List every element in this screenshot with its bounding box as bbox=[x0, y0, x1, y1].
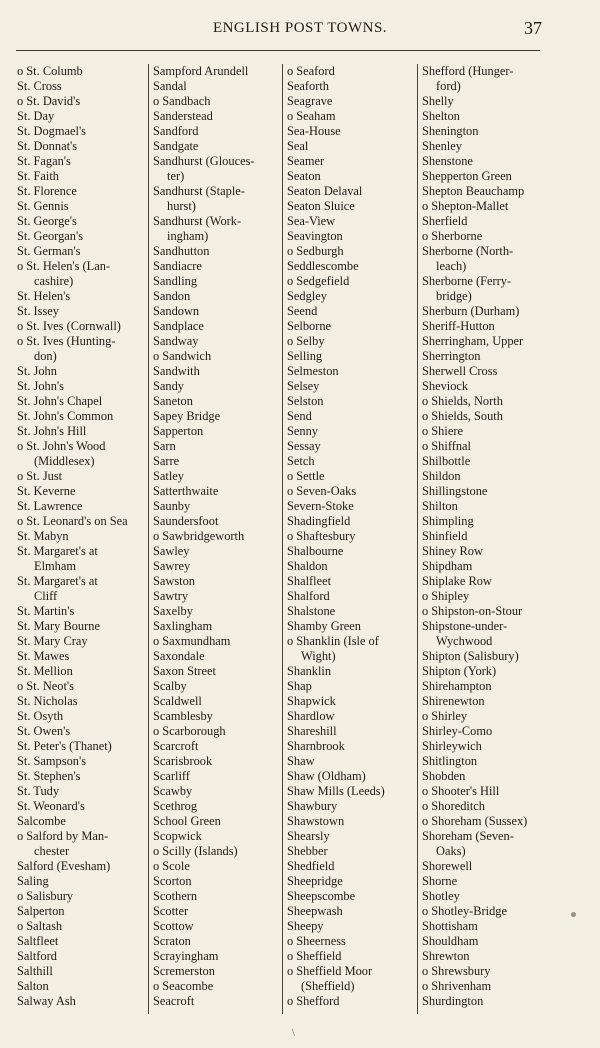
town-entry: o Sandwich bbox=[153, 349, 212, 363]
town-entry: Saltford bbox=[17, 949, 57, 963]
town-entry: o Shaftesbury bbox=[287, 529, 356, 543]
town-entry: Shawbury bbox=[287, 799, 338, 813]
town-entry: Sheepscombe bbox=[287, 889, 356, 903]
town-entry: Shap bbox=[287, 679, 312, 693]
entry-continuation: don) bbox=[34, 349, 57, 363]
town-entry: Sandwith bbox=[153, 364, 200, 378]
town-entry: Salton bbox=[17, 979, 49, 993]
town-entry: Shefford (Hunger- bbox=[422, 64, 514, 78]
town-entry: Saunby bbox=[153, 499, 191, 513]
town-entry: o St. Helen's (Lan- bbox=[17, 259, 111, 273]
town-entry: Shalford bbox=[287, 589, 330, 603]
town-entry: o Shiere bbox=[422, 424, 463, 438]
town-entry: Satterthwaite bbox=[153, 484, 219, 498]
town-entry: Sherburn (Durham) bbox=[422, 304, 520, 318]
entry-continuation: ingham) bbox=[167, 229, 209, 243]
town-entry: Sherborne (North- bbox=[422, 244, 514, 258]
town-entry: St. Tudy bbox=[17, 784, 60, 798]
town-entry: Scalby bbox=[153, 679, 187, 693]
town-entry: o Saxmundham bbox=[153, 634, 231, 648]
town-entry: o Shoreditch bbox=[422, 799, 485, 813]
town-entry: o Shiffnal bbox=[422, 439, 471, 453]
town-entry: Sawley bbox=[153, 544, 190, 558]
town-entry: Shenstone bbox=[422, 154, 473, 168]
town-entry: Shrewton bbox=[422, 949, 470, 963]
town-entry: Sarn bbox=[153, 439, 176, 453]
town-entry: o Seaham bbox=[287, 109, 336, 123]
town-entry: St. Margaret's at bbox=[17, 544, 98, 558]
town-entry: St. Mawes bbox=[17, 649, 70, 663]
town-entry: Seaforth bbox=[287, 79, 329, 93]
town-entry: Shepton Beauchamp bbox=[422, 184, 525, 198]
town-entry: o St. Neot's bbox=[17, 679, 74, 693]
town-entry: Send bbox=[287, 409, 312, 423]
town-entry: Sarre bbox=[153, 454, 180, 468]
town-entry: St. Cross bbox=[17, 79, 62, 93]
town-entry: Shirehampton bbox=[422, 679, 492, 693]
town-entry: Shadingfield bbox=[287, 514, 351, 528]
town-entry: Shaw (Oldham) bbox=[287, 769, 366, 783]
town-entry: St. Owen's bbox=[17, 724, 71, 738]
town-entry: St. Mary Cray bbox=[17, 634, 88, 648]
town-entry: Seend bbox=[287, 304, 318, 318]
town-entry: Selston bbox=[287, 394, 324, 408]
entry-continuation: Cliff bbox=[34, 589, 58, 603]
town-entry: o Sheffield bbox=[287, 949, 342, 963]
town-entry: o St. John's Wood bbox=[17, 439, 106, 453]
town-entry: St. Helen's bbox=[17, 289, 71, 303]
town-entry: Sandhurst (Staple- bbox=[153, 184, 245, 198]
town-entry: Saundersfoot bbox=[153, 514, 219, 528]
town-entry: Sawston bbox=[153, 574, 195, 588]
town-entry: St. John's Chapel bbox=[17, 394, 103, 408]
town-entry: o Shanklin (Isle of bbox=[287, 634, 379, 648]
town-entry: Sampford Arundell bbox=[153, 64, 249, 78]
town-entry: School Green bbox=[153, 814, 221, 828]
entry-continuation: leach) bbox=[436, 259, 467, 273]
town-entry: Salperton bbox=[17, 904, 65, 918]
town-entry: o Salford by Man- bbox=[17, 829, 109, 843]
town-entry: Salthill bbox=[17, 964, 53, 978]
town-entry: Scraton bbox=[153, 934, 191, 948]
entry-continuation: Elmham bbox=[34, 559, 76, 573]
town-entry: Sandown bbox=[153, 304, 200, 318]
town-entry: Scethrog bbox=[153, 799, 198, 813]
town-entry: Sherfield bbox=[422, 214, 468, 228]
town-entry: Shotley bbox=[422, 889, 460, 903]
entry-continuation: bridge) bbox=[436, 289, 472, 303]
town-entry: St. Osyth bbox=[17, 709, 64, 723]
town-entry: Sedgley bbox=[287, 289, 327, 303]
town-entry: Severn-Stoke bbox=[287, 499, 354, 513]
town-entry: Scorton bbox=[153, 874, 192, 888]
town-entry: o Shirley bbox=[422, 709, 468, 723]
town-entry: Sheepy bbox=[287, 919, 324, 933]
town-entry: Sawtry bbox=[153, 589, 189, 603]
town-entry: Shearsly bbox=[287, 829, 330, 843]
entry-continuation: ford) bbox=[436, 79, 461, 93]
entry-continuation: (Middlesex) bbox=[34, 454, 95, 468]
town-entry: Seavington bbox=[287, 229, 343, 243]
town-entry: Shaw bbox=[287, 754, 315, 768]
town-entry: Sandgate bbox=[153, 139, 199, 153]
town-entry: Scamblesby bbox=[153, 709, 213, 723]
town-entry: St. Mellion bbox=[17, 664, 73, 678]
town-entry: St. Mary Bourne bbox=[17, 619, 100, 633]
town-entry: o Shotley-Bridge bbox=[422, 904, 508, 918]
town-entry: Scarcroft bbox=[153, 739, 199, 753]
page-number: 37 bbox=[524, 18, 542, 38]
town-entry: Sandway bbox=[153, 334, 199, 348]
town-entry: o Saltash bbox=[17, 919, 63, 933]
town-entry: St. John bbox=[17, 364, 57, 378]
town-entry: St. Gennis bbox=[17, 199, 69, 213]
town-entry: Sapperton bbox=[153, 424, 204, 438]
town-entry: Satley bbox=[153, 469, 184, 483]
town-entry: Sandy bbox=[153, 379, 184, 393]
town-entry: Shorewell bbox=[422, 859, 473, 873]
town-entry: Shirleywich bbox=[422, 739, 482, 753]
town-entry: o Shipston-on-Stour bbox=[422, 604, 523, 618]
town-entry: Sea-House bbox=[287, 124, 341, 138]
town-entry: Sandling bbox=[153, 274, 198, 288]
town-entry: o Scilly (Islands) bbox=[153, 844, 238, 858]
town-entry: St. John's Common bbox=[17, 409, 114, 423]
town-entry: Sandford bbox=[153, 124, 199, 138]
town-entry: St. Faith bbox=[17, 169, 59, 183]
town-entry: Shottisham bbox=[422, 919, 478, 933]
town-entry: St. Lawrence bbox=[17, 499, 83, 513]
entry-continuation: (Sheffield) bbox=[301, 979, 355, 993]
town-entry: Scremerston bbox=[153, 964, 215, 978]
index-column-4 bbox=[417, 64, 553, 1014]
town-entry: Shiney Row bbox=[422, 544, 483, 558]
town-entry: o Shoreham (Sussex) bbox=[422, 814, 528, 828]
town-entry: Sheriff-Hutton bbox=[422, 319, 495, 333]
town-entry: Sessay bbox=[287, 439, 321, 453]
town-entry: Salway Ash bbox=[17, 994, 76, 1008]
town-entry: Shenley bbox=[422, 139, 462, 153]
town-entry: Setch bbox=[287, 454, 315, 468]
town-entry: Sheepridge bbox=[287, 874, 343, 888]
town-entry: Shelly bbox=[422, 94, 454, 108]
town-entry: o St. David's bbox=[17, 94, 81, 108]
town-entry: Seaton bbox=[287, 169, 321, 183]
town-entry: o Shefford bbox=[287, 994, 340, 1008]
town-entry: Sandon bbox=[153, 289, 191, 303]
town-entry: St. John's bbox=[17, 379, 64, 393]
town-entry: Shipstone-under- bbox=[422, 619, 508, 633]
town-entry: St. Weonard's bbox=[17, 799, 85, 813]
town-entry: o Seacombe bbox=[153, 979, 214, 993]
town-entry: Sherrington bbox=[422, 349, 481, 363]
town-entry: Shareshill bbox=[287, 724, 337, 738]
town-entry: Sheepwash bbox=[287, 904, 343, 918]
town-entry: Sherringham, Upper bbox=[422, 334, 524, 348]
town-entry: Shebber bbox=[287, 844, 328, 858]
entry-continuation: chester bbox=[34, 844, 70, 858]
town-entry: Sapey Bridge bbox=[153, 409, 221, 423]
entry-continuation: Oaks) bbox=[436, 844, 466, 858]
town-entry: Shipton (Salisbury) bbox=[422, 649, 519, 663]
town-entry: o St. Ives (Cornwall) bbox=[17, 319, 121, 333]
town-entry: Shirley-Como bbox=[422, 724, 493, 738]
town-entry: Scarliff bbox=[153, 769, 190, 783]
town-entry: St. John's Hill bbox=[17, 424, 87, 438]
town-entry: Sawrey bbox=[153, 559, 191, 573]
entry-continuation: ter) bbox=[167, 169, 185, 183]
town-entry: Shalfleet bbox=[287, 574, 332, 588]
town-entry: o Settle bbox=[287, 469, 325, 483]
index-column-2 bbox=[148, 64, 283, 1014]
town-entry: o Scarborough bbox=[153, 724, 226, 738]
town-entry: o Sawbridgeworth bbox=[153, 529, 245, 543]
town-entry: o Shields, North bbox=[422, 394, 503, 408]
town-entry: Seagrave bbox=[287, 94, 333, 108]
town-entry: Shimpling bbox=[422, 514, 474, 528]
town-entry: St. Fagan's bbox=[17, 154, 71, 168]
town-entry: Shiplake Row bbox=[422, 574, 492, 588]
town-entry: o Sedburgh bbox=[287, 244, 344, 258]
town-entry: Selsey bbox=[287, 379, 320, 393]
town-entry: Seal bbox=[287, 139, 309, 153]
town-entry: Shildon bbox=[422, 469, 461, 483]
town-entry: Scopwick bbox=[153, 829, 202, 843]
town-entry: Shepperton Green bbox=[422, 169, 512, 183]
entry-continuation: Wight) bbox=[301, 649, 336, 663]
town-entry: Shitlington bbox=[422, 754, 478, 768]
town-entry: o Sedgefield bbox=[287, 274, 350, 288]
town-entry: Shalstone bbox=[287, 604, 336, 618]
town-entry: Salcombe bbox=[17, 814, 66, 828]
town-entry: Scotter bbox=[153, 904, 189, 918]
town-entry: Sandal bbox=[153, 79, 187, 93]
town-entry: o Sheffield Moor bbox=[287, 964, 373, 978]
town-entry: o Shrivenham bbox=[422, 979, 492, 993]
town-entry: St. Issey bbox=[17, 304, 59, 318]
town-entry: Salford (Evesham) bbox=[17, 859, 111, 873]
town-entry: St. Mabyn bbox=[17, 529, 69, 543]
town-entry: o Shields, South bbox=[422, 409, 503, 423]
town-entry: o St. Ives (Hunting- bbox=[17, 334, 116, 348]
town-entry: Shilton bbox=[422, 499, 458, 513]
town-entry: Shalbourne bbox=[287, 544, 344, 558]
index-column-1 bbox=[16, 64, 148, 1014]
town-entry: Sherborne (Ferry- bbox=[422, 274, 512, 288]
town-entry: St. Margaret's at bbox=[17, 574, 98, 588]
town-entry: Shanklin bbox=[287, 664, 332, 678]
town-entry: Scrayingham bbox=[153, 949, 219, 963]
town-entry: o Selby bbox=[287, 334, 325, 348]
town-entry: o Shooter's Hill bbox=[422, 784, 500, 798]
town-entry: Shinfield bbox=[422, 529, 468, 543]
town-entry: Sandhurst (Work- bbox=[153, 214, 242, 228]
town-entry: Saxon Street bbox=[153, 664, 216, 678]
town-entry: St. Stephen's bbox=[17, 769, 81, 783]
town-entry: Selling bbox=[287, 349, 323, 363]
town-entry: o Seven-Oaks bbox=[287, 484, 357, 498]
town-entry: Shardlow bbox=[287, 709, 335, 723]
town-entry: Sandplace bbox=[153, 319, 204, 333]
town-entry: Saxelby bbox=[153, 604, 193, 618]
town-entry: Seaton Sluice bbox=[287, 199, 355, 213]
town-entry: Scothern bbox=[153, 889, 198, 903]
town-entry: Saxlingham bbox=[153, 619, 213, 633]
town-entry: St. Keverne bbox=[17, 484, 76, 498]
town-entry: St. Sampson's bbox=[17, 754, 87, 768]
town-entry: St. Peter's (Thanet) bbox=[17, 739, 112, 753]
town-entry: Shurdington bbox=[422, 994, 484, 1008]
town-entry: Shorne bbox=[422, 874, 458, 888]
town-entry: Sandhutton bbox=[153, 244, 210, 258]
town-entry: Shaw Mills (Leeds) bbox=[287, 784, 385, 798]
town-entry: o Salisbury bbox=[17, 889, 74, 903]
town-entry: o Scole bbox=[153, 859, 190, 873]
town-entry: o St. Just bbox=[17, 469, 63, 483]
town-entry: o St. Columb bbox=[17, 64, 83, 78]
town-entry: St. Georgan's bbox=[17, 229, 84, 243]
town-entry: Shamby Green bbox=[287, 619, 361, 633]
town-entry: Shaldon bbox=[287, 559, 328, 573]
town-entry: Saltfleet bbox=[17, 934, 59, 948]
town-entry: Sherwell Cross bbox=[422, 364, 498, 378]
town-entry: Shenington bbox=[422, 124, 479, 138]
town-entry: Selmeston bbox=[287, 364, 339, 378]
town-entry: o Shrewsbury bbox=[422, 964, 491, 978]
town-entry: o Sherborne bbox=[422, 229, 483, 243]
town-entry: Shirenewton bbox=[422, 694, 485, 708]
town-entry: St. Nicholas bbox=[17, 694, 78, 708]
town-entry: Sheviock bbox=[422, 379, 469, 393]
town-entry: Seaton Delaval bbox=[287, 184, 363, 198]
town-entry: Shillingstone bbox=[422, 484, 488, 498]
town-entry: Seddlescombe bbox=[287, 259, 359, 273]
page-title: ENGLISH POST TOWNS. bbox=[212, 20, 388, 36]
town-entry: Seamer bbox=[287, 154, 325, 168]
town-entry: Shouldham bbox=[422, 934, 479, 948]
page-header bbox=[0, 18, 600, 44]
town-entry: St. Day bbox=[17, 109, 55, 123]
town-entry: Scawby bbox=[153, 784, 193, 798]
town-entry: Shipdham bbox=[422, 559, 473, 573]
town-entry: Shedfield bbox=[287, 859, 335, 873]
town-entry: Saxondale bbox=[153, 649, 205, 663]
town-entry: o Sheerness bbox=[287, 934, 346, 948]
entry-continuation: Wychwood bbox=[436, 634, 493, 648]
entry-continuation: cashire) bbox=[34, 274, 74, 288]
town-entry: Shoreham (Seven- bbox=[422, 829, 514, 843]
bottom-mark: \ bbox=[292, 1028, 295, 1039]
town-entry: Sandhurst (Glouces- bbox=[153, 154, 255, 168]
town-entry: Scottow bbox=[153, 919, 194, 933]
town-entry: St. German's bbox=[17, 244, 81, 258]
town-entry: Selborne bbox=[287, 319, 332, 333]
town-entry: o Shipley bbox=[422, 589, 470, 603]
town-entry: Shapwick bbox=[287, 694, 336, 708]
town-entry: Shelton bbox=[422, 109, 460, 123]
town-entry: Shipton (York) bbox=[422, 664, 497, 678]
town-entry: Sanderstead bbox=[153, 109, 213, 123]
index-column-3 bbox=[282, 64, 418, 1014]
town-entry: o Sandbach bbox=[153, 94, 211, 108]
town-entry: Shawstown bbox=[287, 814, 345, 828]
town-entry: St. George's bbox=[17, 214, 77, 228]
town-entry: Shilbottle bbox=[422, 454, 471, 468]
town-entry: St. Dogmael's bbox=[17, 124, 87, 138]
town-entry: Sea-View bbox=[287, 214, 336, 228]
post-town-index bbox=[16, 64, 550, 1014]
town-entry: Seacroft bbox=[153, 994, 195, 1008]
town-entry: Saling bbox=[17, 874, 49, 888]
town-entry: Scaldwell bbox=[153, 694, 202, 708]
town-entry: Saneton bbox=[153, 394, 193, 408]
margin-speck bbox=[571, 912, 576, 917]
town-entry: Sandiacre bbox=[153, 259, 202, 273]
town-entry: Scarisbrook bbox=[153, 754, 213, 768]
town-entry: o St. Leonard's on Sea bbox=[17, 514, 128, 528]
town-entry: St. Donnat's bbox=[17, 139, 78, 153]
town-entry: o Seaford bbox=[287, 64, 335, 78]
town-entry: o Shepton-Mallet bbox=[422, 199, 509, 213]
town-entry: St. Martin's bbox=[17, 604, 75, 618]
town-entry: Sharnbrook bbox=[287, 739, 345, 753]
entry-continuation: hurst) bbox=[167, 199, 196, 213]
town-entry: St. Florence bbox=[17, 184, 77, 198]
town-entry: Shobden bbox=[422, 769, 466, 783]
town-entry: Senny bbox=[287, 424, 318, 438]
header-rule bbox=[16, 50, 540, 51]
